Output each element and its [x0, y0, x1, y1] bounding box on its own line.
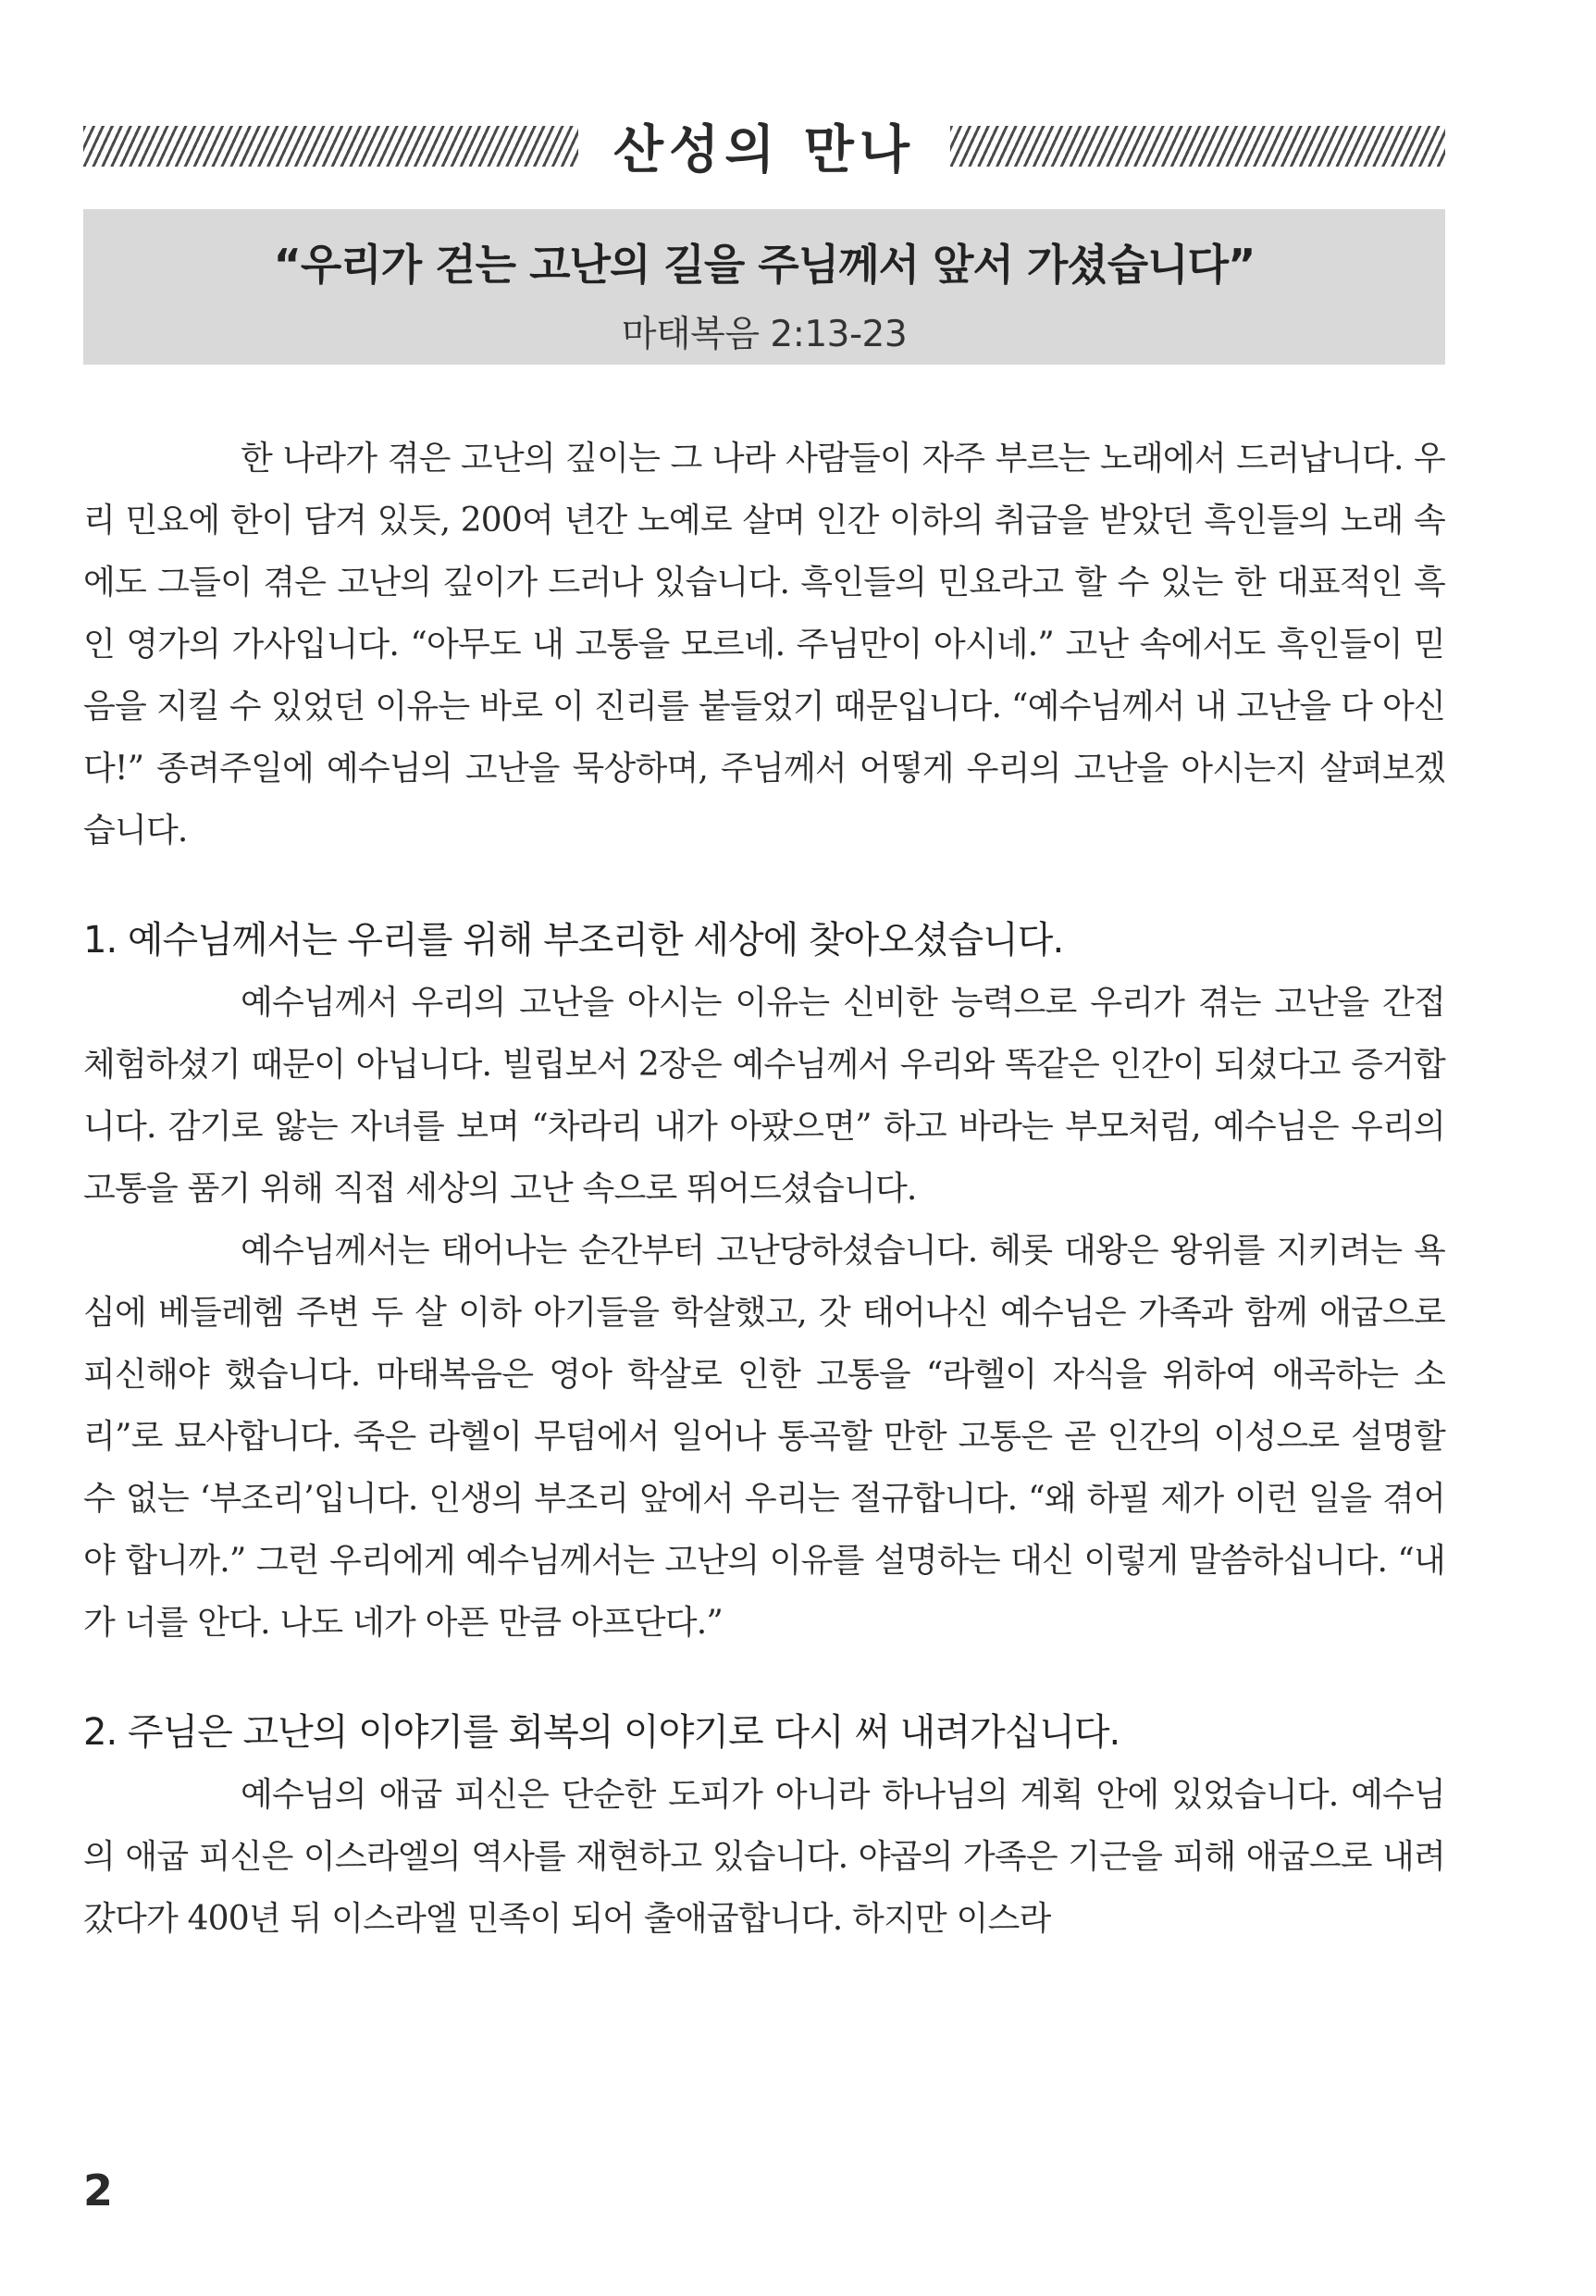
section-spacer — [83, 1654, 1445, 1702]
header-hatch-left — [83, 126, 578, 167]
sermon-title: “우리가 걷는 고난의 길을 주님께서 앞서 가셨습니다” — [273, 240, 1256, 290]
header-title: 산성의 만나 — [613, 120, 915, 180]
section-1-paragraph-1: 예수님께서 우리의 고난을 아시는 이유는 신비한 능력으로 우리가 겪는 고난을 간접 체험하셨기 때문이 아닙니다. 빌립보서 2장은 예수님께서 우리와 똑같은 인간이 되셨다고 증거합니다. 감기로 앓는 자녀를 보며 “차라리 내가 아팠으면” 하고 바라는 부모처럼, 예수님은 우리의 고통을 품기 위해 직접 세상의 고난 속으로 뛰어드셨습니다. — [83, 984, 1445, 1208]
intro-paragraph: 한 나라가 겪은 고난의 깊이는 그 나라 사람들이 자주 부르는 노래에서 드러납니다. 우리 민요에 한이 담겨 있듯, 200여 년간 노예로 살며 인간 이하의 취급을 받았던 흑인들의 노래 속에도 그들이 겪은 고난의 깊이가 드러나 있습니다. 흑인들의 민요라고 할 수 있는 한 대표적인 흑인 영가의 가사입니다. “아무도 내 고통을 모르네. 주님만이 아시네.” 고난 속에서도 흑인들이 믿음을 지킬 수 있었던 이유는 바로 이 진리를 붙들었기 때문입니다. “예수님께서 내 고난을 다 아신다!” 종려주일에 예수님의 고난을 묵상하며, 주님께서 어떻게 우리의 고난을 아시는지 살펴보겠습니다. — [83, 440, 1445, 850]
section-1-heading: 1. 예수님께서는 우리를 위해 부조리한 세상에 찾아오셨습니다. — [83, 919, 1064, 962]
scripture-banner — [83, 209, 1445, 365]
section-spacer — [83, 862, 1445, 910]
section-1-paragraph-2: 예수님께서는 태어나는 순간부터 고난당하셨습니다. 헤롯 대왕은 왕위를 지키려는 욕심에 베들레헴 주변 두 살 이하 아기들을 학살했고, 갓 태어나신 예수님은 가족과 함께 애굽으로 피신해야 했습니다. 마태복음은 영아 학살로 인한 고통을 “라헬이 자식을 위하여 애곡하는 소리”로 묘사합니다. 죽은 라헬이 무덤에서 일어나 통곡할 만한 고통은 곧 인간의 이성으로 설명할 수 없는 ‘부조리’입니다. 인생의 부조리 앞에서 우리는 절규합니다. “왜 하필 제가 이런 일을 겪어야 합니까.” 그런 우리에게 예수님께서는 고난의 이유를 설명하는 대신 이렇게 말씀하십니다. “내가 너를 안다. 나도 네가 아픈 만큼 아프단다.” — [83, 1232, 1445, 1642]
scripture-reference: 마태복음 2:13-23 — [621, 314, 908, 355]
section-2-paragraph-1: 예수님의 애굽 피신은 단순한 도피가 아니라 하나님의 계획 안에 있었습니다. 예수님의 애굽 피신은 이스라엘의 역사를 재현하고 있습니다. 야곱의 가족은 기근을 피해 애굽으로 내려갔다가 400년 뒤 이스라엘 민족이 되어 출애굽합니다. 하지만 이스라 — [83, 1776, 1445, 1938]
header-hatch-right — [950, 126, 1445, 167]
sermon-body — [83, 428, 1445, 1950]
page-header — [83, 109, 1445, 183]
section-2-heading: 2. 주님은 고난의 이야기를 회복의 이야기로 다시 써 내려가십니다. — [83, 1711, 1120, 1754]
page-number: 2 — [83, 2166, 114, 2215]
